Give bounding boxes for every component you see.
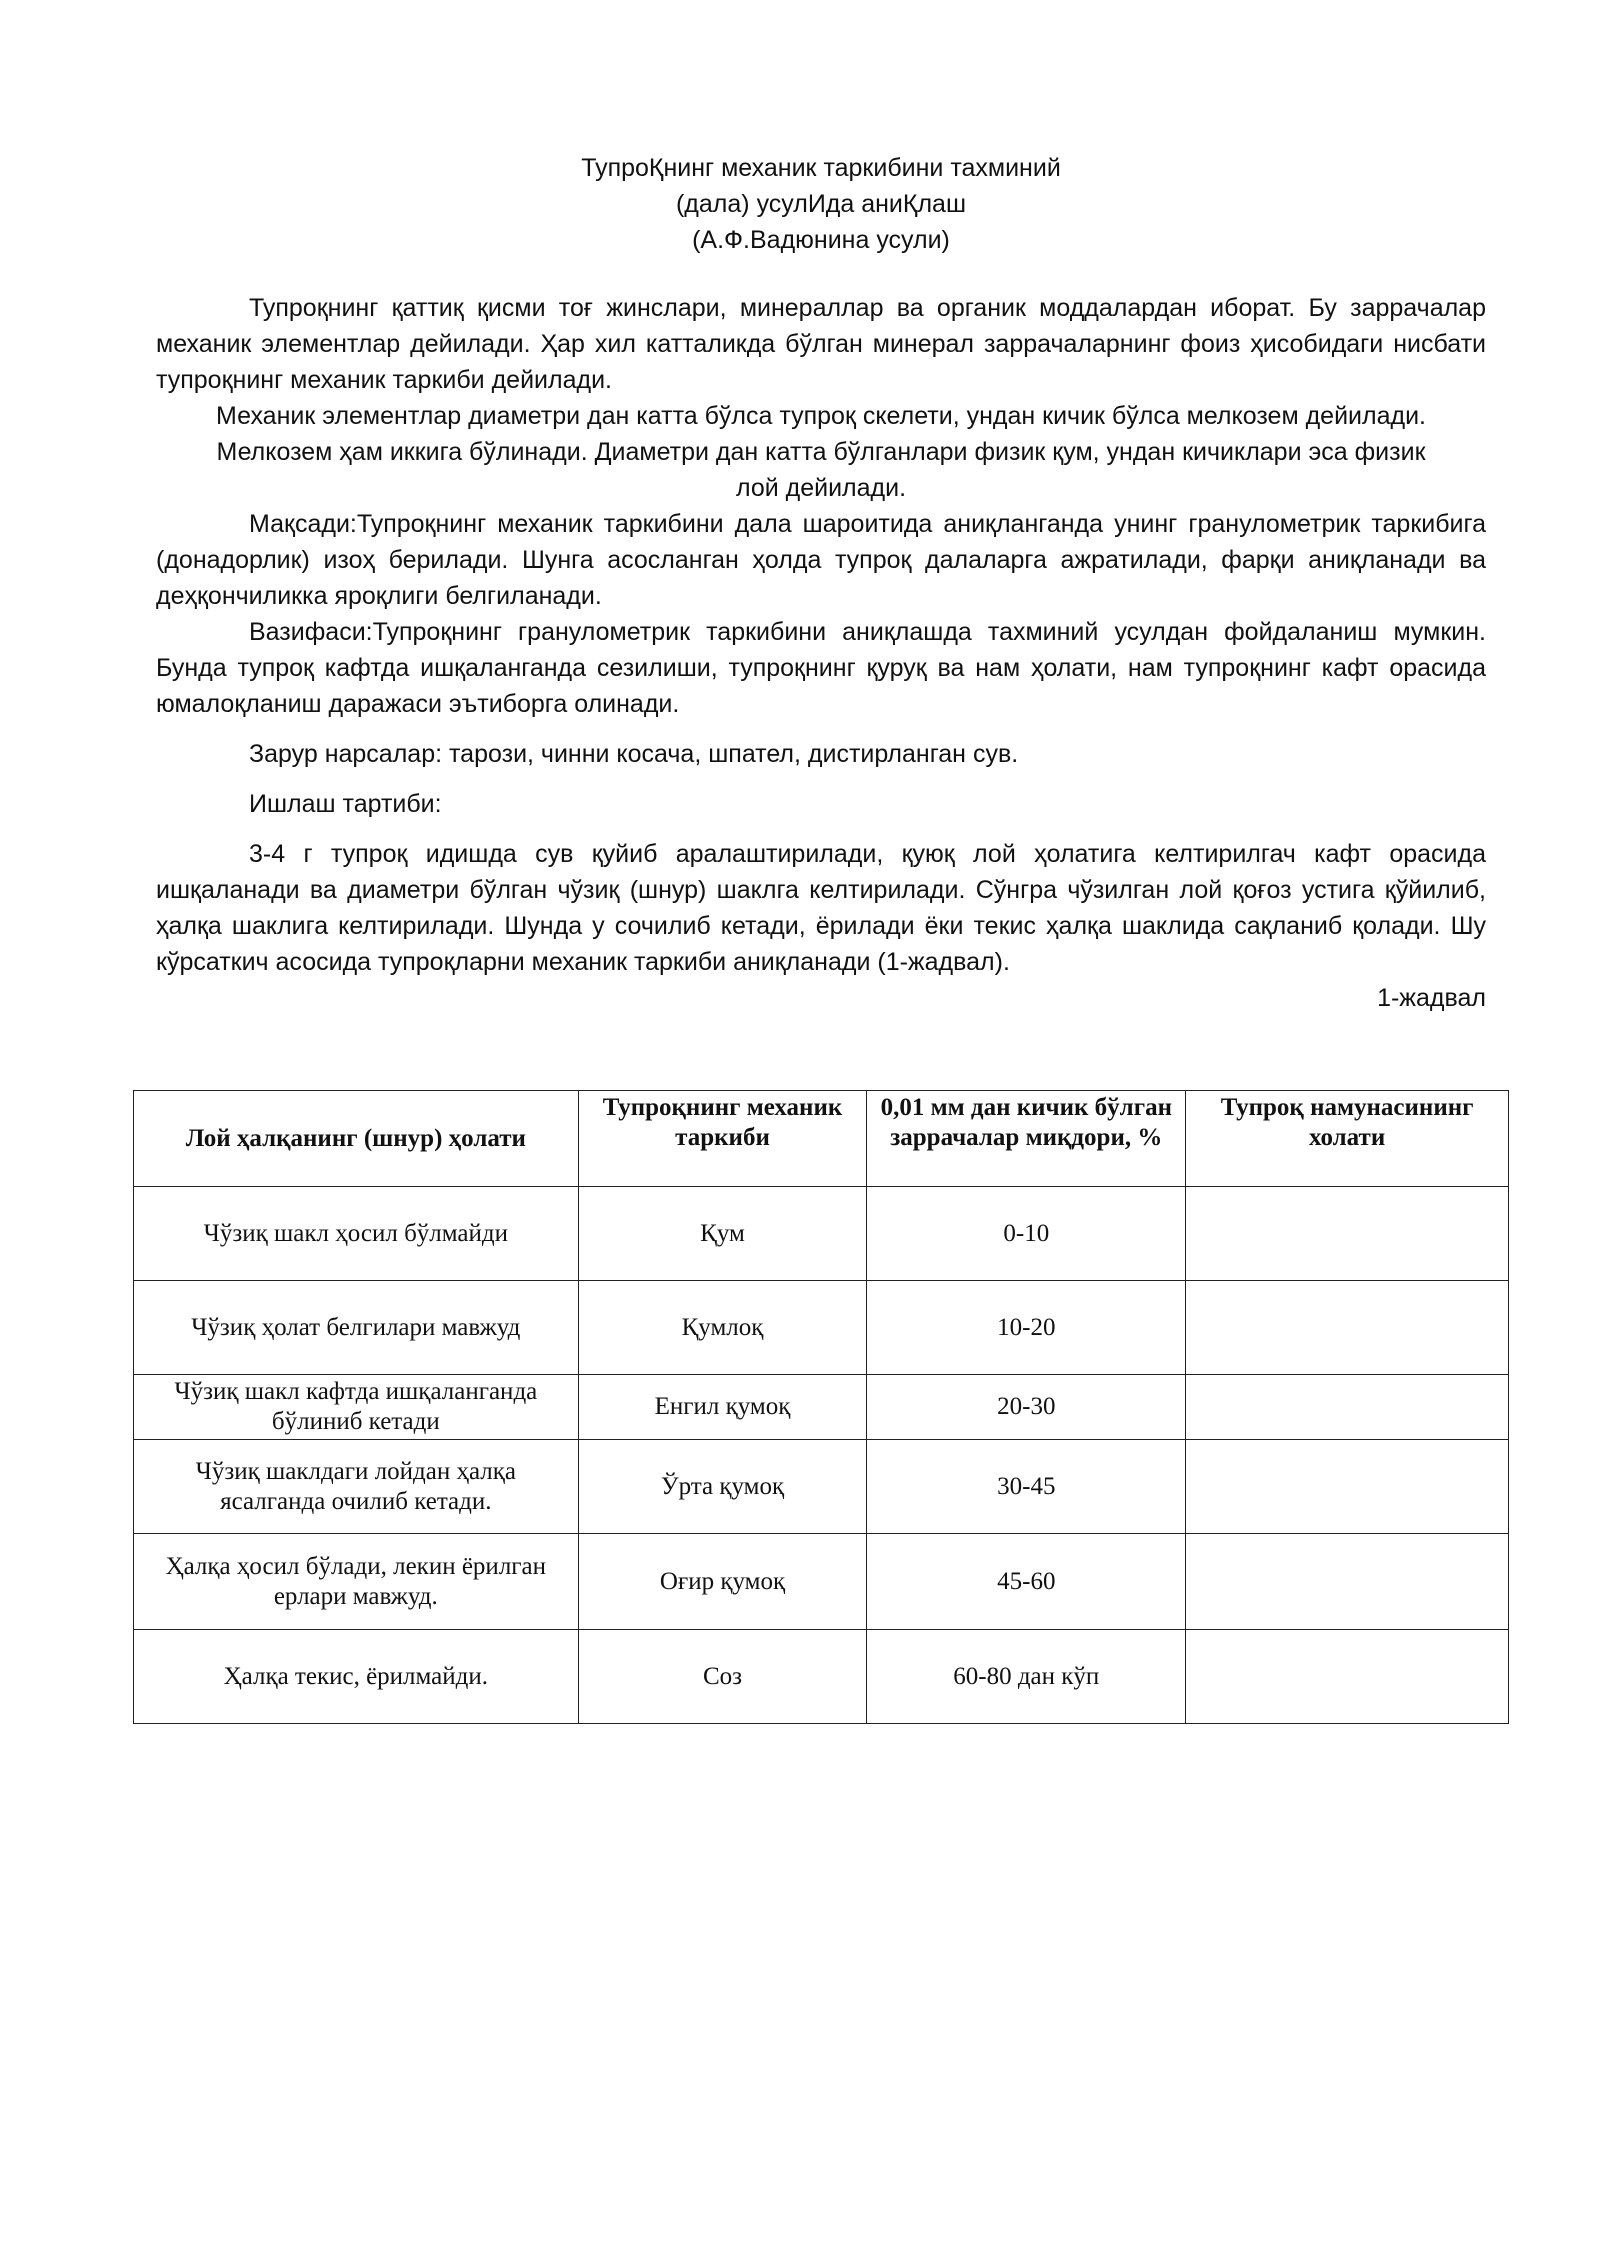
paragraph-procedure: 3-4 г тупроқ идишда сув қуйиб аралаштирилади, қуюқ лой ҳолатига келтирилгач кафт орасида ишқаланади ва диаметри бўлган чўзиқ (шнур) шаклга келтирилади. Сўнгра чўзилган лой қоғоз устига қўйилиб, ҳалқа шаклига келтирилади. Шунда у сочилиб кетади, ёрилади ёки текис ҳалқа шаклида сақланиб қолади. Шу кўрсаткич асосида тупроқларни механик таркиби аниқланади (1-жадвал). (156, 840, 1486, 976)
cell-ring-state: Ҳалқа текис, ёрилмайди. (134, 1630, 579, 1724)
table-row (134, 1534, 1509, 1630)
cell-percentage: 20-30 (867, 1375, 1186, 1440)
paragraph-task: Вазифаси:Тупроқнинг гранулометрик таркибини аниқлашда тахминий усулдан фойдаланиш мумкин. Бунда тупроқ кафтда ишқаланганда сезилиши, тупроқнинг қуруқ ва нам ҳолати, нам тупроқнинг кафт орасида юмалоқланиш даражаси эътиборга олинади. (156, 618, 1486, 718)
cell-sample-state (1186, 1375, 1509, 1440)
cell-ring-state: Чўзиқ шаклдаги лойдан ҳалқа ясалганда очилиб кетади. (134, 1440, 579, 1534)
cell-ring-state: Чўзиқ шакл кафтда ишқаланганда бўлиниб кетади (134, 1375, 579, 1440)
cell-sample-state (1186, 1630, 1509, 1724)
cell-percentage: 0-10 (867, 1187, 1186, 1281)
table-row (134, 1187, 1509, 1281)
document-title (156, 150, 1486, 258)
cell-ring-state: Чўзиқ шакл ҳосил бўлмайди (134, 1187, 579, 1281)
cell-composition: Енгил қумоқ (578, 1375, 867, 1440)
table-row (134, 1281, 1509, 1375)
cell-ring-state: Ҳалқа ҳосил бўлади, лекин ёрилган ерлари мавжуд. (134, 1534, 579, 1630)
cell-percentage: 10-20 (867, 1281, 1186, 1375)
table-header-row (134, 1091, 1509, 1187)
table-row (134, 1630, 1509, 1724)
title-line-1: ТупроҚнинг механик таркибини тахминий (581, 154, 1061, 182)
cell-sample-state (1186, 1187, 1509, 1281)
soil-texture-table (133, 1090, 1509, 1724)
header-ring-state: Лой ҳалқанинг (шнур) ҳолати (134, 1091, 579, 1187)
paragraph-procedure-heading: Ишлаш тартиби: (249, 790, 442, 818)
header-sample-state: Тупроқ намунасининг холати (1186, 1091, 1509, 1187)
table-caption: 1-жадвал (1377, 984, 1486, 1012)
cell-composition: Ўрта қумоқ (578, 1440, 867, 1534)
table-row (134, 1440, 1509, 1534)
cell-sample-state (1186, 1281, 1509, 1375)
paragraph-elements: Механик элементлар диаметри дан катта бўлса тупроқ скелети, ундан кичик бўлса мелкозем дейилади. Мелкозем ҳам иккига бўлинади. Диаметри дан катта бўлганлари физик қум, ундан кичиклари эса физик лой дейилади. (216, 402, 1426, 502)
paragraph-purpose: Мақсади:Тупроқнинг механик таркибини дала шароитида аниқланганда унинг гранулометрик таркибига (донадорлик) изоҳ берилади. Шунга асосланган ҳолда тупроқ далаларга ажратилади, фарқи аниқланади ва деҳқончиликка яроқлиги белгиланади. (156, 510, 1486, 610)
table-row (134, 1375, 1509, 1440)
cell-composition: Қумлоқ (578, 1281, 867, 1375)
title-line-3: (А.Ф.Вадюнина усули) (692, 226, 950, 254)
title-line-2: (дала) усулИда аниҚлаш (675, 190, 967, 218)
cell-composition: Оғир қумоқ (578, 1534, 867, 1630)
cell-sample-state (1186, 1440, 1509, 1534)
header-particle-amount: 0,01 мм дан кичик бўлган заррачалар миқдори, % (867, 1091, 1186, 1187)
cell-sample-state (1186, 1534, 1509, 1630)
header-mechanical-composition: Тупроқнинг механик таркиби (578, 1091, 867, 1187)
paragraph-intro: Тупроқнинг қаттиқ қисми тоғ жинслари, минераллар ва органик моддалардан иборат. Бу заррачалар механик элементлар дейилади. Ҳар хил катталикда бўлган минерал заррачаларнинг фоиз ҳисобидаги нисбати тупроқнинг механик таркиби дейилади. (156, 294, 1486, 394)
cell-percentage: 30-45 (867, 1440, 1186, 1534)
paragraph-materials: Зарур нарсалар: тарози, чинни косача, шпател, дистирланган сув. (249, 740, 1019, 768)
cell-composition: Соз (578, 1630, 867, 1724)
cell-percentage: 60-80 дан кўп (867, 1630, 1186, 1724)
cell-composition: Қум (578, 1187, 867, 1281)
document-body (156, 150, 1486, 1016)
cell-percentage: 45-60 (867, 1534, 1186, 1630)
cell-ring-state: Чўзиқ ҳолат белгилари мавжуд (134, 1281, 579, 1375)
